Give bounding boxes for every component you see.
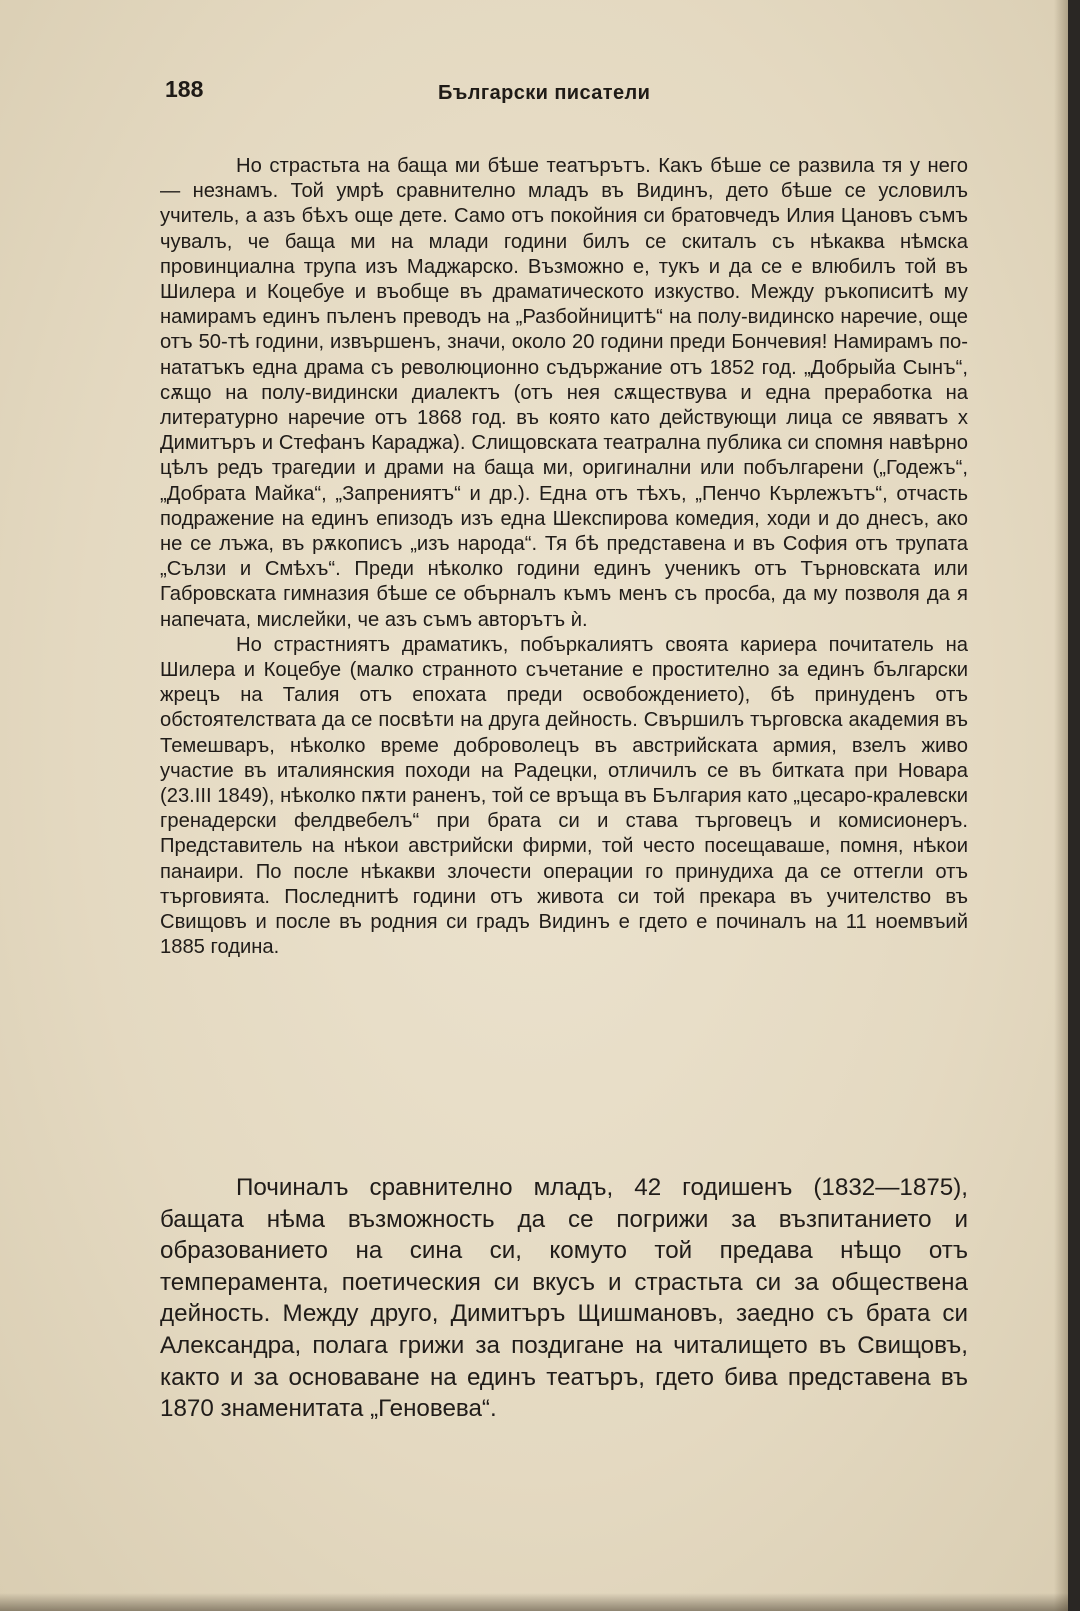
quoted-passage xyxy=(160,154,968,961)
paragraph-main: Починалъ сравнително младъ, 42 годишенъ (1832—1875), бащата нѣма възможность да се погрижи за възпитанието и образованието на сина си, комуто той предава нѣщо отъ темперамента, поетическия си вкусъ и страстьта си за обществена дейность. Между друго, Димитъръ Щишмановъ, заедно съ брата си Александра, полага грижи за поздигане на читалището въ Свищовъ, както и за основаване на единъ театъръ, гдето бива представена въ 1870 знаменитата „Геновева“. xyxy=(160,1174,968,1423)
page-edge-shadow xyxy=(1054,0,1068,1611)
page-bottom-shadow xyxy=(0,1593,1068,1611)
paragraph-theatre: Но страстьта на баща ми бѣше театърътъ. Какъ бѣше се развила тя у него — незнамъ. Той умрѣ сравнително младъ въ Видинъ, дето бѣше се условилъ учитель, а азъ бѣхъ още дете. Само отъ покойния си братовчедъ Илия Цановъ съмъ чувалъ, че баща ми на млади години билъ се скиталъ съ нѣкаква нѣмска провинциална трупа изъ Маджарско. Възможно е, тукъ и да се е влюбилъ той въ Шилера и Коцебуе и въобще въ драматическото изкуство. Между ръкописитѣ му намирамъ единъ пъленъ преводъ на „Разбойницитѣ“ на полу-видинско наречие, още отъ 50-тѣ години, извършенъ, значи, около 20 години преди Бончевия! Намирамъ по-нататъкъ една драма съ революционно съдържание отъ 1852 год. „Добрыйа Сынъ“, сѫщо на полу-видински диалектъ (отъ нея сѫществува и една преработка на литературно наречие отъ 1868 год. въ която като действующи лица се явяватъ х Димитъръ и Стефанъ Караджа). Слищовската театрална публика си спомня навѣрно цѣлъ редъ трагедии и драми на баща ми, оригинални или побългарени („Годежъ“, „Добрата Майка“, „Запрениятъ“ и др.). Една отъ тѣхъ, „Пенчо Кърлежътъ“, отчасть подражение на единъ епизодъ изъ една Шекспирова комедия, ходи и до днесъ, ако не се лъжа, въ рѫкописъ „изъ народа“. Тя бѣ представена и въ София отъ трупата „Сълзи и Смѣхъ“. Преди нѣколко години единъ ученикъ отъ Търновската или Габровската гимназия бѣше се обърналъ къмъ менъ съ просба, да му позволя да я напечата, мислейки, че азъ съмъ авторътъ ѝ. xyxy=(160,155,968,631)
running-title: Български писатели xyxy=(438,82,651,104)
paragraph-career: Но страстниятъ драматикъ, побъркалиятъ своята кариера почитатель на Шилера и Коцебуе (малко странното съчетание е простително за единъ български жрецъ на Талия отъ епохата преди освобождението), бѣ принуденъ отъ обстоятелствата да се посвѣти на друга дейность. Свършилъ търговска академия въ Темешваръ, нѣколко време доброволецъ въ австрийската армия, взелъ живо участие въ италиянския походи на Радецки, отличилъ се въ битката при Новара (23.III 1849), нѣколко пѫти раненъ, той се връща въ България като „цесаро-кралевски гренадерски фелдвебелъ“ при брата си и става търговецъ и комисионеръ. Представитель на нѣкои австрийски фирми, той често посещаваше, помня, нѣкои панаири. По после нѣкакви злочести операции го принудиха да се оттегли отъ търговията. Последнитѣ години отъ живота си той прекара въ учителство въ Свищовъ и после въ родния си градъ Видинъ е гдето е починалъ на 11 ноемвъий 1885 година. xyxy=(160,633,968,959)
page-number: 188 xyxy=(165,76,204,102)
